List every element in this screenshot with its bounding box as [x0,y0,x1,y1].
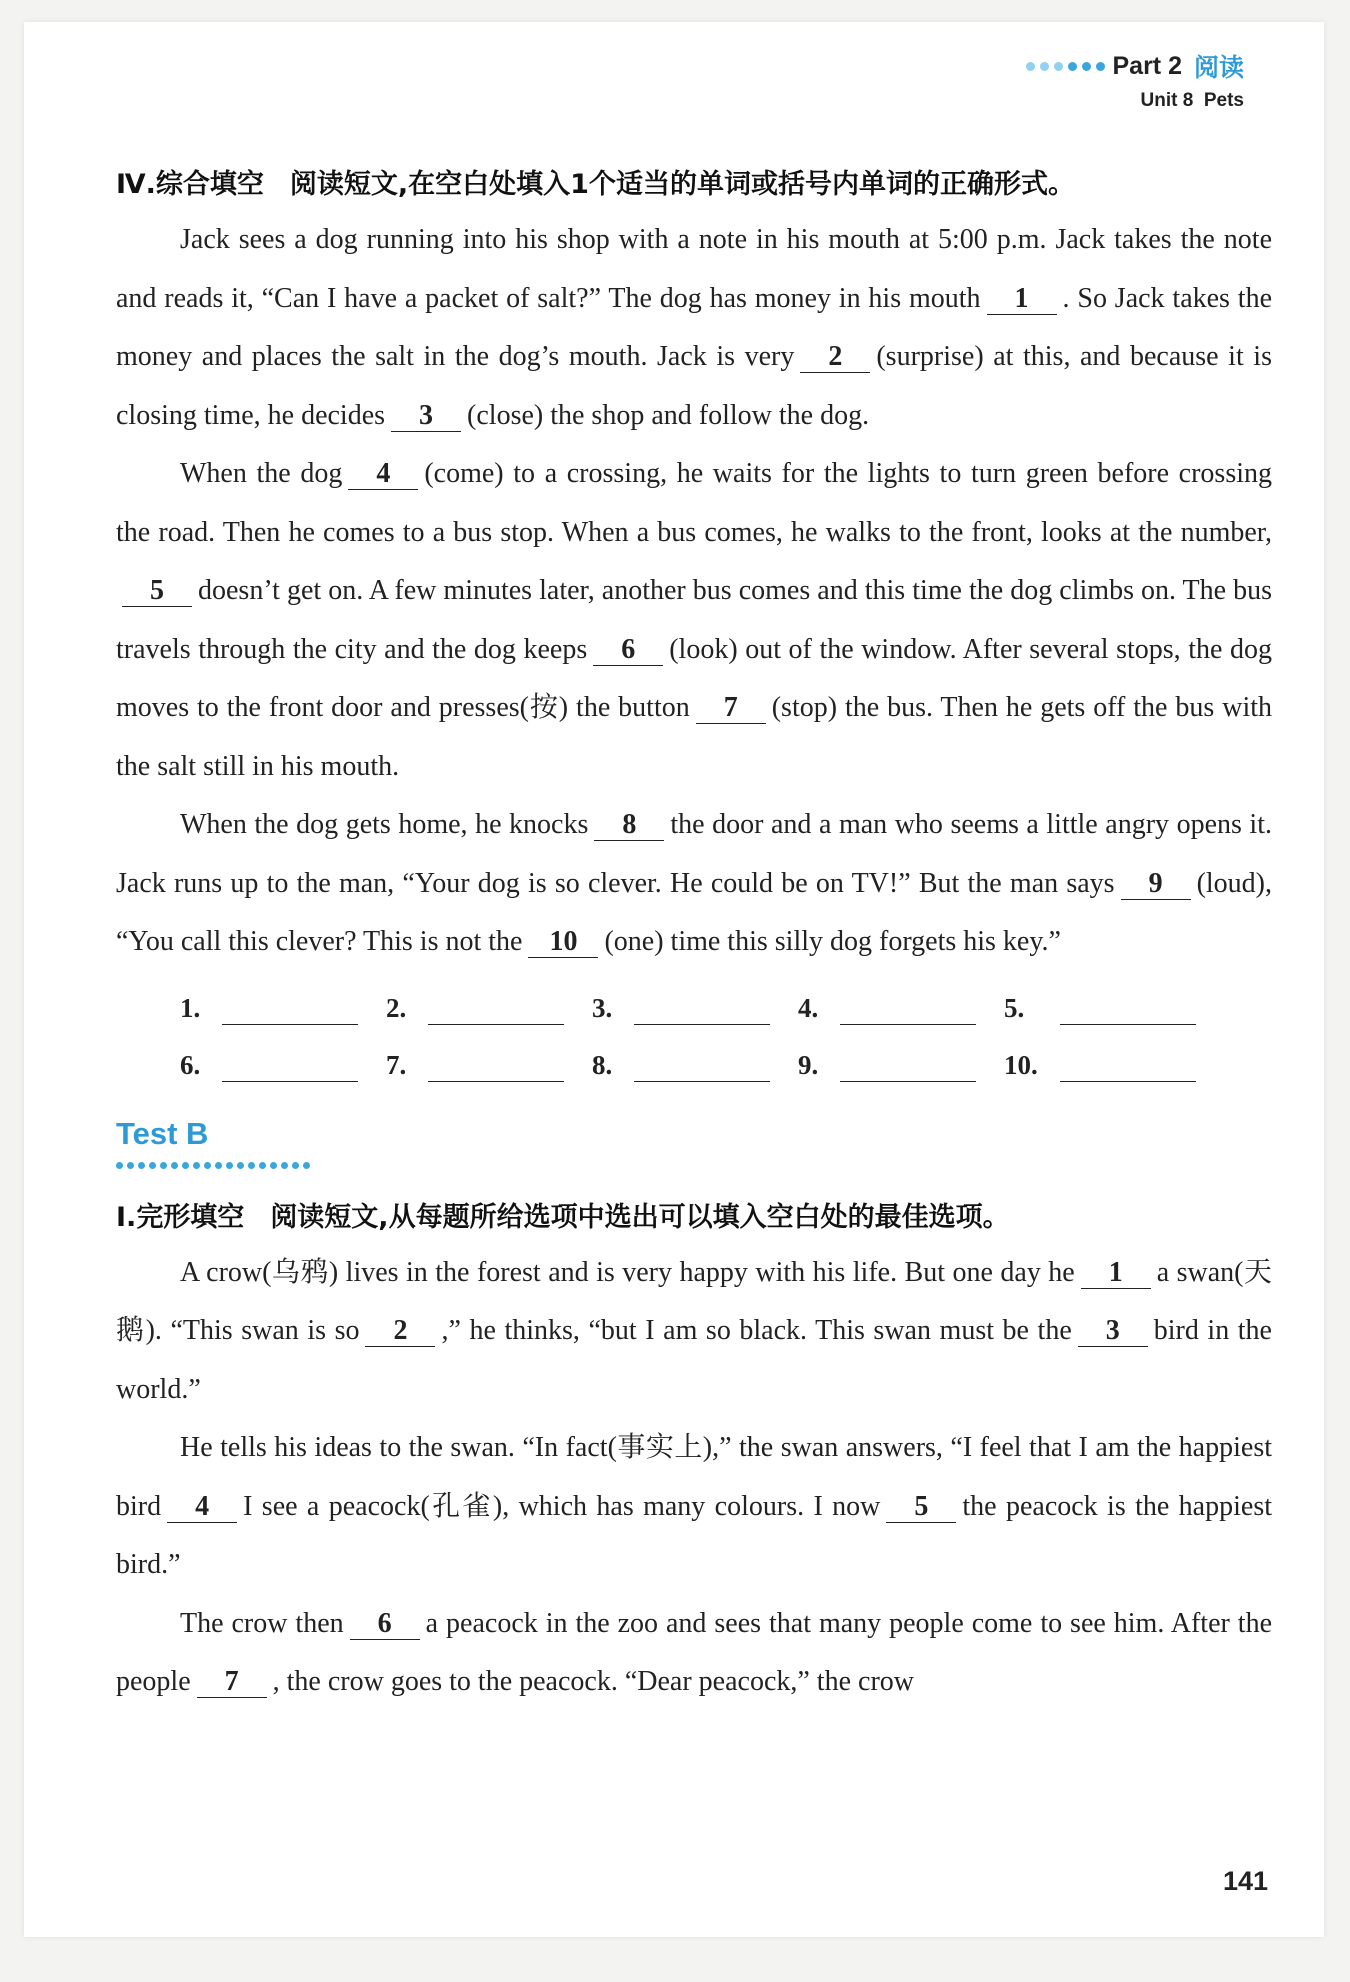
unit-label: Unit 8 Pets [1140,90,1244,111]
blank-3: 3 [1078,1316,1148,1347]
part-label: Part 2 [1112,51,1182,80]
decorative-dots-icon [1026,62,1105,71]
answer-item [798,1049,1004,1082]
paragraph-text: When the dog gets home, he knocks [180,809,589,840]
blank-2: 2 [800,342,870,373]
paragraph-text: Jack sees a dog running into his shop with a note in his mouth at 5:00 p.m. Jack takes the note and reads it, “Can I have a packet of salt?” The dog has money in his mouth [116,224,1272,314]
paragraph-text: a peacock in the zoo and sees that many people come to see him. After the people [116,1607,1272,1697]
answer-line[interactable] [1060,1061,1196,1082]
answer-number: 2. [386,992,407,1023]
blank-7: 7 [197,1667,267,1698]
answer-item [386,1049,592,1082]
answer-line[interactable] [1060,1004,1196,1025]
workbook-page [24,22,1324,1937]
blank-3: 3 [391,401,461,432]
answer-row [180,980,1272,1037]
paragraph-text: a swan(天鹅). “This swan is so [116,1256,1272,1346]
paragraph-text: . So Jack takes the money and places the salt in the dog’s mouth. Jack is very [116,282,1272,372]
blank-5: 5 [886,1492,956,1523]
answer-number: 8. [592,1049,613,1080]
paragraph-text: the door and a man who seems a little angry opens it. Jack runs up to the man, “Your dog is so clever. He could be on TV!” But the man says [116,809,1272,899]
page-number: 141 [1222,1866,1268,1896]
answer-number: 6. [180,1049,201,1080]
answer-item [1004,1049,1224,1082]
paragraph-text: When the dog [180,458,343,489]
section4-passage [116,211,1272,972]
answer-sheet [180,980,1272,1094]
blank-4: 4 [348,459,418,490]
section4-heading: Ⅳ.综合填空 阅读短文,在空白处填入1个适当的单词或括号内单词的正确形式。 [116,169,1075,200]
answer-line[interactable] [222,1061,358,1082]
blank-1: 1 [1081,1258,1151,1289]
paragraph-text: (loud), “You call this clever? This is not the [116,867,1272,957]
paragraph-text: The crow then [180,1607,344,1639]
passage-paragraph [116,211,1272,445]
answer-number: 1. [180,992,201,1023]
test-b-dots-icon [116,1162,1272,1169]
test-b-title: Test B [116,1115,209,1151]
answer-row [180,1037,1272,1094]
answer-line[interactable] [840,1061,976,1082]
paragraph-text: (come) to a crossing, he waits for the lights to turn green before crossing the road. Then he comes to a bus stop. When a bus comes, he walks to the front, looks at the number, [116,458,1272,548]
passage-paragraph [116,1595,1272,1712]
paragraph-text: doesn’t get on. A few minutes later, another bus comes and this time the dog climbs on. The bus travels through the city and the dog keeps [116,575,1272,665]
answer-line[interactable] [428,1061,564,1082]
answer-line[interactable] [840,1004,976,1025]
answer-number: 3. [592,992,613,1023]
part-chinese-label: 阅读 [1193,53,1244,82]
blank-1: 1 [987,284,1057,315]
section1-passage [116,1244,1272,1712]
answer-item [386,992,592,1025]
passage-paragraph [116,796,1272,972]
answer-number: 4. [798,992,819,1023]
answer-number: 9. [798,1049,819,1080]
answer-line[interactable] [222,1004,358,1025]
answer-item [592,992,798,1025]
passage-paragraph [116,1419,1272,1595]
paragraph-text: I see a peacock(孔雀), which has many colours. I now [243,1490,881,1522]
answer-item [1004,992,1224,1025]
answer-number: 7. [386,1049,407,1080]
page-content [116,162,1272,1712]
answer-item [798,992,1004,1025]
paragraph-text: A crow(乌鸦) lives in the forest and is very happy with his life. But one day he [180,1256,1075,1288]
paragraph-text: (stop) the bus. Then he gets off the bus with the salt still in his mouth. [116,692,1272,782]
blank-2: 2 [365,1316,435,1347]
paragraph-text: , the crow goes to the peacock. “Dear peacock,” the crow [272,1666,914,1697]
blank-7: 7 [696,693,766,724]
answer-number: 10. [1004,1049,1038,1080]
paragraph-text: ,” he thinks, “but I am so black. This swan must be the [441,1315,1072,1346]
paragraph-text: (look) out of the window. After several stops, the dog moves to the front door and presses(按) the button [116,633,1272,723]
paragraph-text: (close) the shop and follow the dog. [467,399,870,431]
blank-5: 5 [122,576,192,607]
answer-line[interactable] [634,1061,770,1082]
blank-4: 4 [167,1492,237,1523]
paragraph-text: bird in the world.” [116,1315,1272,1405]
blank-6: 6 [593,635,663,666]
section1-heading: Ⅰ.完形填空 阅读短文,从每题所给选项中选出可以填入空白处的最佳选项。 [116,1201,1010,1233]
answer-line[interactable] [634,1004,770,1025]
paragraph-text: (one) time this silly dog forgets his key.” [604,926,1061,957]
blank-6: 6 [350,1609,420,1640]
blank-10: 10 [528,927,598,958]
answer-number: 5. [1004,992,1025,1023]
answer-line[interactable] [428,1004,564,1025]
answer-item [180,1049,386,1082]
passage-paragraph [116,1244,1272,1420]
blank-8: 8 [594,810,664,841]
blank-9: 9 [1121,869,1191,900]
answer-item [180,992,386,1025]
paragraph-text: (surprise) at this, and because it is closing time, he decides [116,341,1272,431]
page-header [1026,48,1245,112]
answer-item [592,1049,798,1082]
paragraph-text: the peacock is the happiest bird.” [116,1490,1272,1580]
paragraph-text: He tells his ideas to the swan. “In fact(事实上),” the swan answers, “I feel that I am the happiest bird [116,1432,1272,1522]
passage-paragraph [116,445,1272,796]
